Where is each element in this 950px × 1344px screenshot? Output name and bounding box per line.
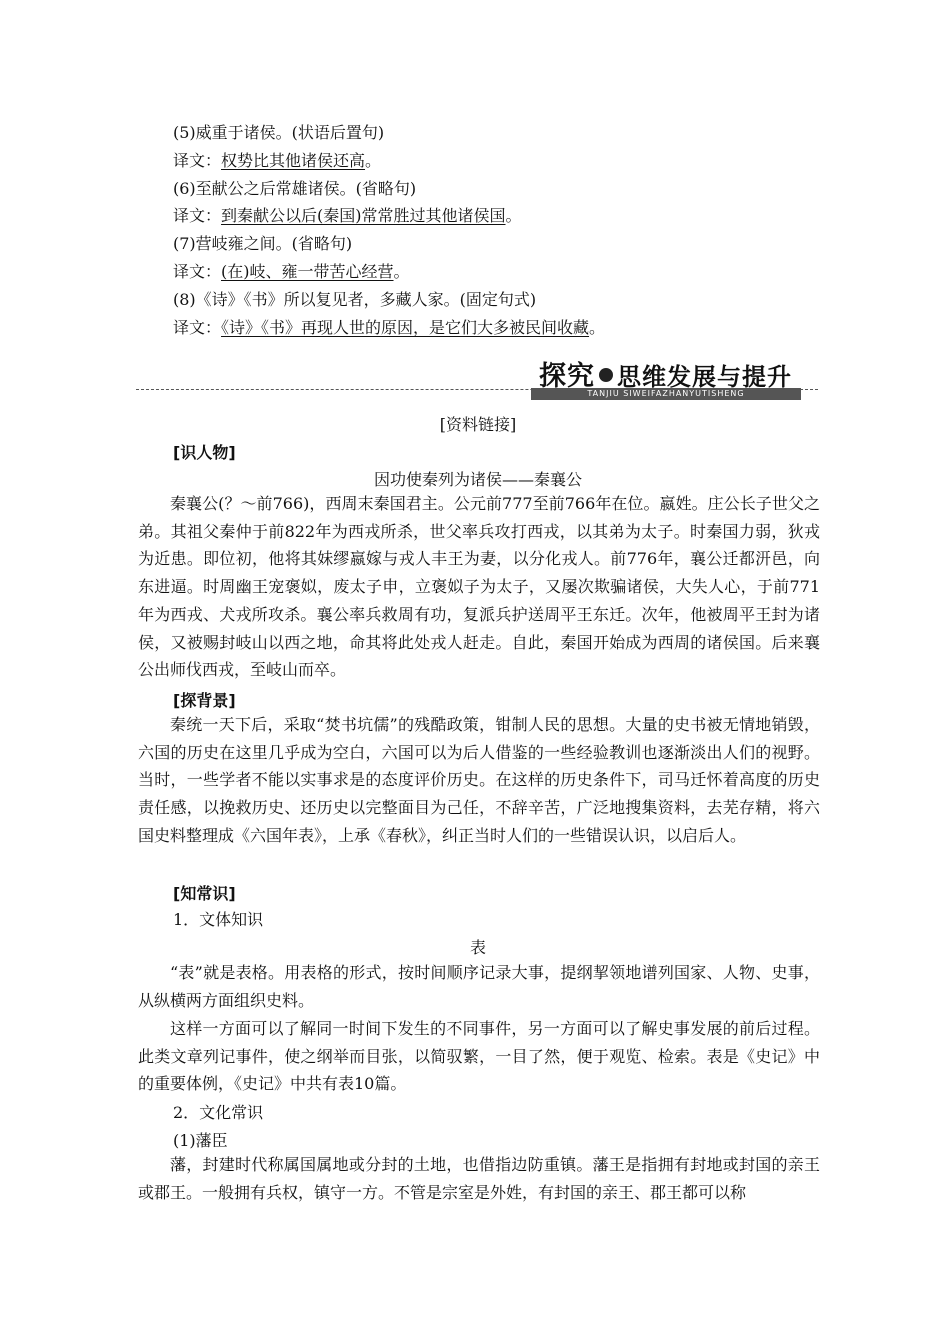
banner-subtitle: TANJIU SIWEIFAZHANYUTISHENG	[531, 388, 801, 400]
biao-paragraph-2: 这样一方面可以了解同一时间下发生的不同事件，另一方面可以了解史事发展的前后过程。此类文章列记事件，使之纲举而目张，以简驭繁，一目了然，便于观览、检索。表是《史记》中的重要体例，《史记》中共有表10篇。	[138, 1019, 820, 1094]
translation-label: 译文：	[173, 151, 222, 170]
banner-title	[539, 354, 792, 393]
banner-title-main: 探究	[539, 361, 595, 392]
fanchen-paragraph: 藩，封建时代称属国属地或分封的土地，也借指边防重镇。藩王是指拥有封地或封国的亲王或郡王。一般拥有兵权，镇守一方。不管是宗室是外姓，有封国的亲王、郡王都可以称	[138, 1155, 820, 1202]
person-title: 因功使秦列为诸侯——秦襄公	[373, 470, 582, 489]
translation-text: 到秦献公以后(秦国)常常胜过其他诸侯国	[221, 206, 506, 225]
person-paragraph: 秦襄公(？～前766)，西周末秦国君主。公元前777至前766年在位。嬴姓。庄公长子世父之弟。其祖父秦仲于前822年为西戎所杀，世父率兵攻打西戎，以其弟为太子。时秦国力弱，狄戎为近患。即位初，他将其妹缪嬴嫁与戎人丰王为妻，以分化戎人。前776年，襄公迁都汧邑，向东进逼。时周幽王宠褒姒，废太子申，立褒姒子为太子，又屡次欺骗诸侯，大失人心，于前771年为西戎、犬戎所攻杀。襄公率兵救周有功，复派兵护送周平王东迁。次年，他被周平王封为诸侯，又被赐封岐山以西之地，命其将此处戎人赶走。自此，秦国开始成为西周的诸侯国。后来襄公出师伐西戎，至岐山而卒。	[138, 494, 820, 680]
translation-text: (在)岐、雍一带苦心经营	[221, 262, 394, 281]
translation-text: 《诗》《书》再现人世的原因，是它们大多被民间收藏	[221, 318, 590, 337]
translation-label: 译文：	[173, 318, 222, 337]
biao-paragraph-1: “表”就是表格。用表格的形式，按时间顺序记录大事，提纲挈领地谱列国家、人物、史事，从纵横两方面组织史料。	[138, 963, 820, 1010]
biao-heading: 表	[469, 938, 486, 957]
tag-common-knowledge: [知常识]	[173, 884, 236, 903]
item-culture-knowledge: 2．文化常识	[173, 1103, 264, 1122]
background-paragraph: 秦统一天下后，采取“焚书坑儒”的残酷政策，钳制人民的思想。大量的史书被无情地销毁，六国的历史在这里几乎成为空白，六国可以为后人借鉴的一些经验教训也逐渐淡出人们的视野。当时，一些学者不能以实事求是的态度评价历史。在这样的历史条件下，司马迁怀着高度的历史责任感，以挽救历史、还历史以完整面目为己任，不辞辛苦，广泛地搜集资料，去芜存精，将六国史料整理成《六国年表》，上承《春秋》，纠正当时人们的一些错误认识，以启后人。	[138, 715, 820, 845]
sentence-5: (5)威重于诸侯。(状语后置句)	[173, 123, 385, 142]
tag-background: [探背景]	[173, 691, 236, 710]
sentence-8: (8)《诗》《书》所以复见者，多藏人家。(固定句式)	[173, 290, 537, 309]
sentence-6: (6)至献公之后常雄诸侯。(省略句)	[173, 179, 417, 198]
section-banner	[136, 350, 818, 400]
arrow-right-icon	[599, 368, 613, 382]
translation-text: 权势比其他诸侯还高	[221, 151, 366, 170]
translation-end: 。	[393, 262, 410, 281]
tag-know-person: [识人物]	[173, 443, 236, 462]
translation-end: 。	[365, 151, 382, 170]
translation-label: 译文：	[173, 206, 222, 225]
translation-end: 。	[505, 206, 522, 225]
sentence-7: (7)营岐雍之间。(省略句)	[173, 234, 353, 253]
translation-label: 译文：	[173, 262, 222, 281]
translation-7	[173, 262, 853, 282]
banner-title-rest: 思维发展与提升	[617, 363, 792, 391]
item-genre-knowledge: 1．文体知识	[173, 910, 264, 929]
translation-end: 。	[589, 318, 606, 337]
translation-8	[173, 318, 853, 338]
sub-item-fanchen: (1)藩臣	[173, 1131, 228, 1150]
translation-5	[173, 151, 853, 171]
material-link-label: [资料链接]	[439, 415, 517, 434]
translation-6	[173, 206, 853, 226]
